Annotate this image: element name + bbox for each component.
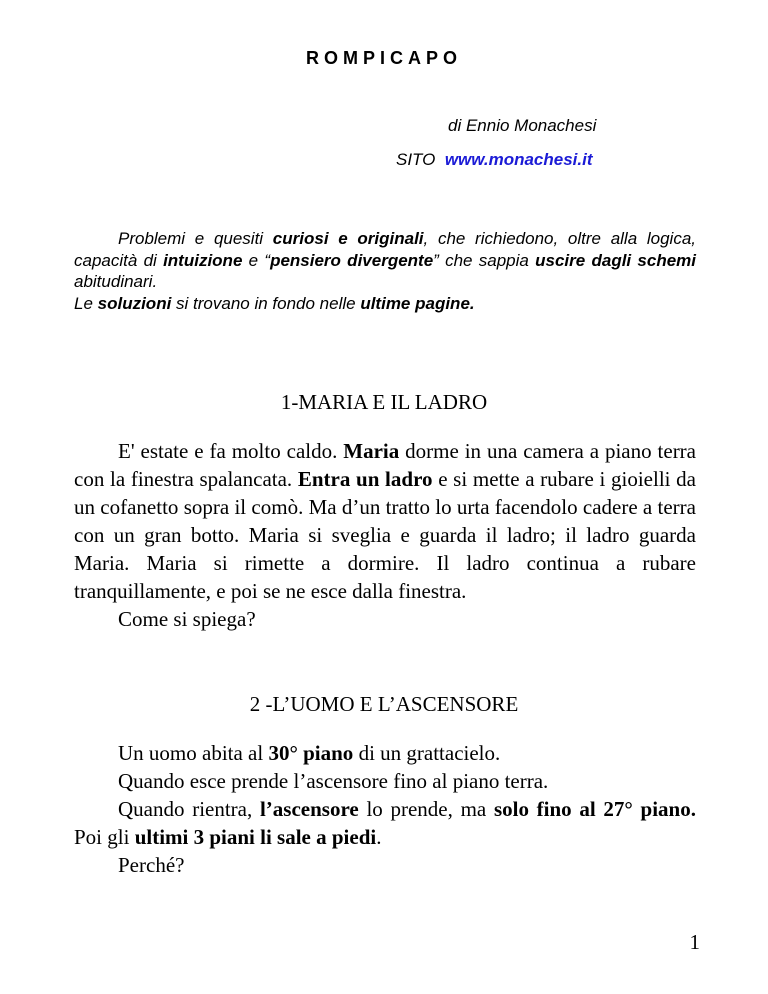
section-2-line (74, 795, 696, 851)
intro-text-span: ” che sappia (433, 250, 536, 270)
body-bold-span: ultimi 3 piani li sale a piedi (134, 825, 377, 849)
intro-text (74, 228, 696, 293)
section-1-title: 1-MARIA E IL LADRO (280, 390, 488, 414)
intro-text-span: e “ (242, 250, 271, 270)
section-2-line: Quando esce prende l’ascensore fino al piano terra. (118, 769, 549, 793)
body-bold-span: Maria (343, 439, 400, 463)
intro-text-span: abitudinari. (74, 272, 158, 291)
body-text-span: di un grattacielo. (353, 741, 501, 765)
intro-text-span: Problemi e quesiti (118, 229, 273, 248)
section-1-body (74, 437, 696, 633)
intro-bold-span: pensiero divergente (270, 250, 434, 270)
intro-text-span: , che richiedono, oltre alla logica, capacità di (74, 229, 697, 270)
body-text-span: Quando rientra, (118, 797, 260, 821)
body-text-span: Un uomo abita al (118, 741, 269, 765)
document-title: ROMPICAPO (305, 48, 462, 68)
body-text-span: Poi gli (74, 825, 135, 849)
author-line: di Ennio Monachesi (448, 116, 597, 135)
site-line (396, 150, 593, 170)
body-text-span: . (376, 825, 382, 849)
intro-bold-span: curiosi e originali (272, 229, 424, 248)
intro-bold-span: intuizione (163, 250, 243, 270)
section-2-question: Perché? (118, 853, 185, 877)
intro-text-span: si trovano in fondo nelle (171, 293, 361, 313)
body-bold-span: 30° piano (268, 741, 354, 765)
section-1-paragraph (74, 437, 696, 605)
body-bold-span: Entra un ladro (297, 467, 433, 491)
solutions-note (74, 293, 696, 315)
intro-bold-span: ultime pagine. (360, 293, 475, 313)
section-1-question: Come si spiega? (118, 607, 256, 631)
site-label: SITO (396, 150, 436, 169)
body-text-span: E' estate e fa molto caldo. (118, 439, 344, 463)
body-text-span: dorme in una camera a piano terra con la finestra spalancata. (74, 439, 696, 491)
intro-bold-span: uscire dagli schemi (535, 250, 696, 270)
body-text-span: lo prende, ma (358, 797, 494, 821)
intro-bold-span: soluzioni (97, 293, 172, 313)
body-text-span: e si mette a rubare i gioielli da un cofanetto sopra il comò. Ma d’un tratto lo urta facendolo cadere a terra con un gran botto. Maria si sveglia e guarda il ladro; il ladro guarda Maria. Maria si rimette a dormire. Il ladro continua a rubare tranquillamente, e poi se ne esce dalla finestra. (74, 467, 696, 603)
section-2-line (74, 739, 696, 767)
body-bold-span: solo fino al 27° piano. (493, 797, 696, 821)
site-url-link[interactable]: www.monachesi.it (444, 150, 593, 169)
section-2-title: 2 -L’UOMO E L’ASCENSORE (249, 692, 519, 716)
section-2-body (74, 739, 696, 879)
page-number: 1 (689, 930, 700, 954)
intro-paragraph (74, 228, 696, 314)
body-bold-span: l’ascensore (259, 797, 359, 821)
intro-text-span: Le (74, 293, 98, 313)
